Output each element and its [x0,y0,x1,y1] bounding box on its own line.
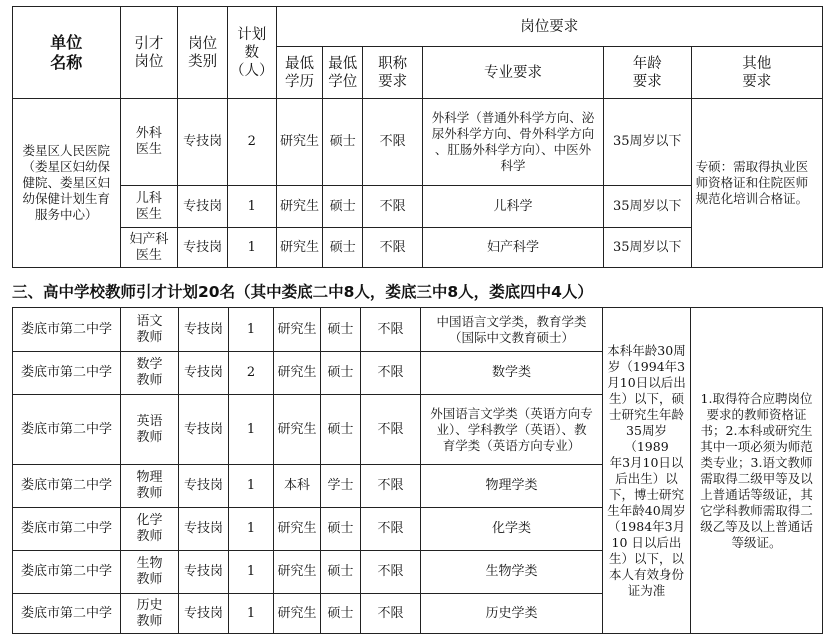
post-cell: 生物 教师 [121,551,179,594]
unit-cell: 娄底市第二中学 [13,508,121,551]
school-age-requirement: 本科年龄30周 岁（1994年3 月10日以后出 生）以下，硕 士研究生年龄 35周岁（1989 年3月10日以 后出生）以 下，博士研究 生年龄40周岁 （1984年3月 10 日以后出 生）以下，以 本人有效身份 证为准 [603,308,691,634]
type-cell: 专技岗 [178,228,228,268]
count-cell: 2 [229,352,274,395]
major-cell: 中国语言文学类，教育学类 （国际中文教育硕士） [421,308,603,352]
degree-cell: 硕士 [321,395,361,465]
post-cell: 物理 教师 [121,465,179,508]
edu-cell: 研究生 [276,228,323,268]
count-cell: 1 [229,594,274,634]
age-cell: 35周岁以下 [604,186,692,228]
edu-cell: 研究生 [274,594,321,634]
count-cell: 2 [228,99,277,186]
title-cell: 不限 [361,594,421,634]
hospital-unit: 娄星区人民医院 （娄星区妇幼保 健院、娄星区妇 幼保健计划生育 服务中心） [13,99,121,268]
major-cell: 儿科学 [422,186,603,228]
major-cell: 数学类 [421,352,603,395]
type-cell: 专技岗 [179,551,229,594]
type-cell: 专技岗 [179,395,229,465]
type-cell: 专技岗 [179,465,229,508]
post-cell: 外科 医生 [120,99,178,186]
post-cell: 妇产科 医生 [120,228,178,268]
edu-cell: 研究生 [274,352,321,395]
header-requirements: 岗位要求 [276,7,822,47]
degree-cell: 硕士 [321,508,361,551]
major-cell: 生物学类 [421,551,603,594]
title-cell: 不限 [363,99,423,186]
header-category: 岗位 类别 [178,7,228,99]
degree-cell: 学士 [321,465,361,508]
title-cell: 不限 [361,508,421,551]
header-age: 年龄 要求 [604,47,692,99]
count-cell: 1 [229,508,274,551]
major-cell: 物理学类 [421,465,603,508]
section-title: 三、高中学校教师引才计划20名（其中娄底二中8人，娄底三中8人，娄底四中4人） [12,283,593,301]
count-cell: 1 [228,228,277,268]
type-cell: 专技岗 [178,186,228,228]
post-cell: 数学 教师 [121,352,179,395]
unit-cell: 娄底市第二中学 [13,465,121,508]
header-title-requirement: 职称 要求 [363,47,423,99]
school-recruitment-table [12,307,823,634]
title-cell: 不限 [361,352,421,395]
header-unit: 单位 名称 [13,7,121,99]
title-cell: 不限 [361,308,421,352]
post-cell: 语文 教师 [121,308,179,352]
edu-cell: 本科 [274,465,321,508]
edu-cell: 研究生 [276,186,323,228]
edu-cell: 研究生 [274,395,321,465]
header-major: 专业要求 [422,47,603,99]
unit-cell: 娄底市第二中学 [13,551,121,594]
degree-cell: 硕士 [323,99,363,186]
type-cell: 专技岗 [179,308,229,352]
title-cell: 不限 [363,228,423,268]
major-cell: 化学类 [421,508,603,551]
unit-cell: 娄底市第二中学 [13,395,121,465]
post-cell: 儿科 医生 [120,186,178,228]
post-cell: 化学 教师 [121,508,179,551]
count-cell: 1 [229,395,274,465]
degree-cell: 硕士 [321,551,361,594]
post-cell: 英语 教师 [121,395,179,465]
title-cell: 不限 [363,186,423,228]
title-cell: 不限 [361,551,421,594]
type-cell: 专技岗 [179,352,229,395]
type-cell: 专技岗 [178,99,228,186]
unit-cell: 娄底市第二中学 [13,308,121,352]
degree-cell: 硕士 [321,594,361,634]
degree-cell: 硕士 [321,308,361,352]
major-cell: 历史学类 [421,594,603,634]
edu-cell: 研究生 [274,308,321,352]
header-other: 其他 要求 [691,47,822,99]
post-cell: 历史 教师 [121,594,179,634]
degree-cell: 硕士 [323,228,363,268]
count-cell: 1 [229,465,274,508]
unit-cell: 娄底市第二中学 [13,352,121,395]
edu-cell: 研究生 [274,551,321,594]
degree-cell: 硕士 [323,186,363,228]
type-cell: 专技岗 [179,594,229,634]
title-cell: 不限 [361,395,421,465]
unit-cell: 娄底市第二中学 [13,594,121,634]
table-row [13,308,823,352]
hospital-other-requirement: 专硕：需取得执业医 师资格证和住院医师 规范化培训合格证。 [691,99,822,268]
age-cell: 35周岁以下 [604,99,692,186]
title-cell: 不限 [361,465,421,508]
count-cell: 1 [228,186,277,228]
major-cell: 妇产科学 [422,228,603,268]
degree-cell: 硕士 [321,352,361,395]
edu-cell: 研究生 [274,508,321,551]
count-cell: 1 [229,551,274,594]
count-cell: 1 [229,308,274,352]
school-other-requirement: 1.取得符合应聘岗位 要求的教师资格证 书；2.本科或研究生 其中一项必须为师范 类专业；3.语文教师 需取得二级甲等及以 上普通话等级证，其 它学科教师需取得二 级乙等及以上普通话 等级证。 [691,308,823,634]
header-min-education: 最低 学历 [276,47,323,99]
table-row [13,99,823,186]
major-cell: 外国语言文学类（英语方向专 业）、学科教学（英语）、教 育学类（英语方向专业） [421,395,603,465]
edu-cell: 研究生 [276,99,323,186]
major-cell: 外科学（普通外科学方向、泌 尿外科学方向、骨外科学方向 、肛肠外科学方向）、中医外 科学 [422,99,603,186]
header-min-degree: 最低 学位 [323,47,363,99]
age-cell: 35周岁以下 [604,228,692,268]
header-position: 引才 岗位 [120,7,178,99]
header-count: 计划 数 （人） [228,7,277,99]
type-cell: 专技岗 [179,508,229,551]
hospital-recruitment-table [12,6,823,268]
